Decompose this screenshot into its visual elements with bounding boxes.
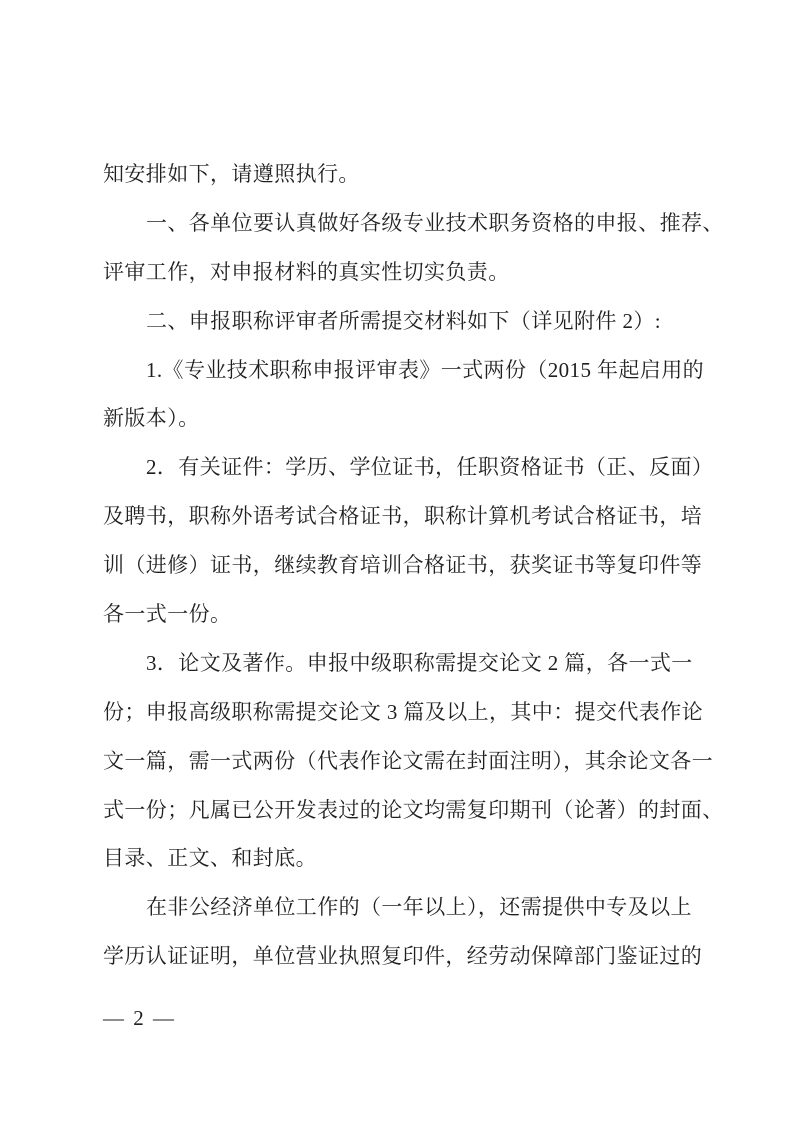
paragraph-intro-continuation — [103, 150, 723, 199]
text-line: 各一式一份。 — [103, 602, 232, 627]
text-line: 训（进修）证书，继续教育培训合格证书，获奖证书等复印件等 — [103, 553, 703, 578]
paragraph-section-1 — [103, 199, 723, 297]
paragraph-item-2 — [103, 443, 723, 639]
text-line: 份；申报高级职称需提交论文 3 篇及以上，其中：提交代表作论 — [103, 699, 703, 724]
text-line: 知安排如下，请遵照执行。 — [103, 162, 360, 186]
text-line: 文一篇，需一式两份（代表作论文需在封面注明），其余论文各一 — [103, 748, 714, 773]
paragraph-item-3 — [103, 639, 723, 883]
text-line: 新版本）。 — [103, 406, 200, 431]
paragraph-item-1 — [103, 346, 723, 444]
text-line: 学历认证证明，单位营业执照复印件，经劳动保障部门鉴证过的 — [103, 944, 703, 969]
text-line: 目录、正文、和封底。 — [103, 846, 317, 871]
paragraph-non-public-units — [103, 883, 723, 981]
text-line: 一、各单位要认真做好各级专业技术职务资格的申报、推荐、 — [146, 210, 724, 235]
text-line: 评审工作，对申报材料的真实性切实负责。 — [103, 259, 510, 284]
text-line: 及聘书，职称外语考试合格证书，职称计算机考试合格证书，培 — [103, 504, 703, 529]
text-line: 3．论文及著作。申报中级职称需提交论文 2 篇，各一式一 — [146, 650, 693, 675]
page-number: — 2 — — [103, 1006, 176, 1030]
paragraph-section-2 — [103, 297, 723, 346]
text-line: 在非公经济单位工作的（一年以上），还需提供中专及以上 — [146, 895, 692, 920]
text-line: 二、申报职称评审者所需提交材料如下（详见附件 2）: — [146, 308, 661, 333]
text-line: 2．有关证件：学历、学位证书，任职资格证书（正、反面） — [146, 455, 714, 480]
text-line: 式一份；凡属已公开发表过的论文均需复印期刊（论著）的封面、 — [103, 797, 724, 822]
document-body — [103, 150, 723, 981]
text-line: 1.《专业技术职称申报评审表》一式两份（2015 年起启用的 — [146, 357, 704, 382]
